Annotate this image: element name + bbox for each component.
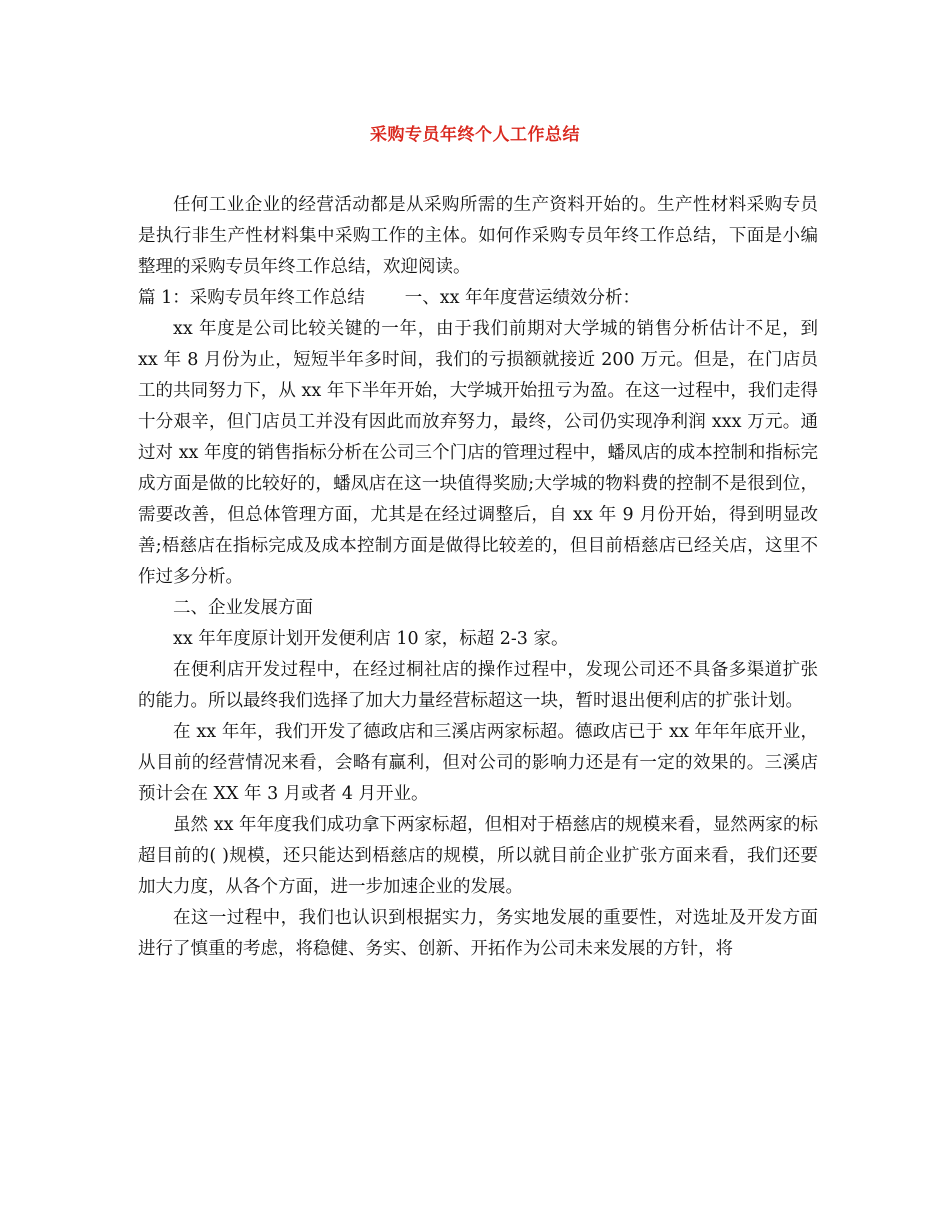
section1-heading: 一、xx 年年度营运绩效分析： xyxy=(404,288,641,308)
section2-paragraph-1: xx 年年度原计划开发便利店 10 家，标超 2-3 家。 xyxy=(173,629,569,649)
part-heading-line xyxy=(138,283,818,314)
part-label: 篇 1：采购专员年终工作总结 xyxy=(138,288,365,308)
document-title: 采购专员年终个人工作总结 xyxy=(370,125,580,145)
section1-paragraph: xx 年度是公司比较关键的一年，由于我们前期对大学城的销售分析估计不足，到 xx 年 8 月份为止，短短半年多时间，我们的亏损额就接近 200 万元。但是，在门店员工的共同努力下，从 xx 年下半年开始，大学城开始扭亏为盈。在这一过程中，我们走得十分艰辛，但门店员工并没有因此而放弃努力，最终，公司仍实现净利润 xxx 万元。通过对 xx 年度的销售指标分析在公司三个门店的管理过程中，蟠凤店的成本控制和指标完成方面是做的比较好的，蟠凤店在这一块值得奖励;大学城的物料费的控制不是很到位，需要改善，但总体管理方面，尤其是在经过调整后，自 xx 年 9 月份开始，得到明显改善;梧慈店在指标完成及成本控制方面是做得比较差的，但目前梧慈店已经关店，这里不作过多分析。 xyxy=(138,319,818,587)
section2-paragraph-4: 虽然 xx 年年度我们成功拿下两家标超，但相对于梧慈店的规模来看，显然两家的标超目前的( )规模，还只能达到梧慈店的规模，所以就目前企业扩张方面来看，我们还要加大力度，从各个方面，进一步加速企业的发展。 xyxy=(138,815,818,897)
intro-paragraph: 任何工业企业的经营活动都是从采购所需的生产资料开始的。生产性材料采购专员是执行非生产性材料集中采购工作的主体。如何作采购专员年终工作总结，下面是小编整理的采购专员年终工作总结，欢迎阅读。 xyxy=(138,195,818,277)
section2-paragraph-2: 在便利店开发过程中，在经过桐社店的操作过程中，发现公司还不具备多渠道扩张的能力。所以最终我们选择了加大力量经营标超这一块，暂时退出便利店的扩张计划。 xyxy=(138,660,818,711)
section2-heading: 二、企业发展方面 xyxy=(173,598,313,618)
section2-paragraph-5: 在这一过程中，我们也认识到根据实力，务实地发展的重要性，对选址及开发方面进行了慎重的考虑，将稳健、务实、创新、开拓作为公司未来发展的方针，将 xyxy=(138,908,818,959)
section2-paragraph-3: 在 xx 年年，我们开发了德政店和三溪店两家标超。德政店已于 xx 年年年底开业，从目前的经营情况来看，会略有赢利，但对公司的影响力还是有一定的效果的。三溪店预计会在 XX 年 3 月或者 4 月开业。 xyxy=(138,722,818,804)
document-body xyxy=(138,190,818,965)
